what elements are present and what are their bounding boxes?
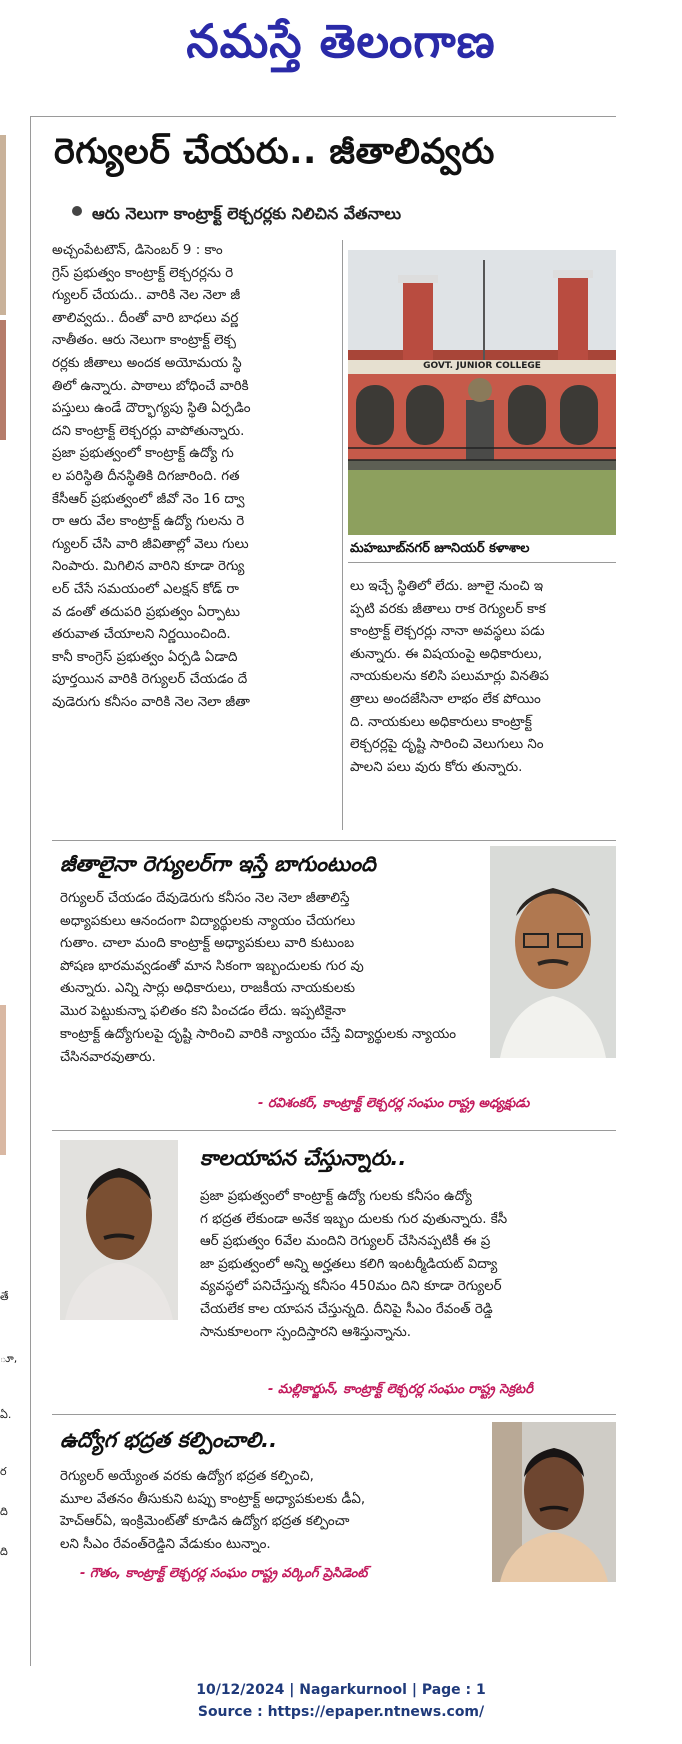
- section-heading: జీతాలైనా రెగ్యులర్‌గా ఇస్తే బాగుంటుంది: [60, 852, 376, 876]
- text-line: హెచ్‌ఆర్‌ఏ, ఇంక్రిమెంట్‌తో కూడిన ఉద్యోగ భద్రత కల్పించా: [60, 1514, 350, 1530]
- text-line: జా ప్రభుత్వంలో అన్ని అర్హతలు కలిగి ఇంటర్మీడియట్ విద్యా: [200, 1256, 498, 1272]
- edge-fragment: ర: [0, 1465, 7, 1478]
- section-byline: - గౌతం, కాంట్రాక్ట్ లెక్చరర్ల సంఘం రాష్ట్ర వర్కింగ్ ప్రెసిడెంట్: [80, 1566, 368, 1581]
- section-rule: [52, 1414, 616, 1415]
- column-divider: [342, 240, 343, 830]
- article-right-column: [350, 576, 616, 779]
- text-line: రెగ్యులర్ చేయడం దేవుడెరుగు కనీసం నెల నెలా జీతాలిస్తే: [60, 891, 350, 906]
- text-line: నాతీతం. ఆరు నెలుగా కాంట్రాక్ట్ లెక్చ: [52, 333, 236, 349]
- text-line: తున్నారు. ఎన్ని సార్లు అధికారులు, రాజకీయ నాయకులకు: [60, 981, 355, 997]
- section-rule: [52, 840, 616, 841]
- left-rule: [30, 116, 31, 1666]
- text-line: కేసీఆర్ ప్రభుత్వంలో జీవో నెం 16 ద్వా: [52, 491, 245, 507]
- text-line: తాలివ్వదు.. దీంతో వారి బాధలు వర్ణ: [52, 310, 239, 326]
- section-body-wide: [60, 1024, 616, 1069]
- text-line: లని సీఎం రేవంత్‌రెడ్డిని వేడుకుం టున్నాం.: [60, 1536, 271, 1552]
- text-line: అధ్యాపకులు ఆనందంగా విద్యార్థులకు న్యాయం చేయగలు: [60, 913, 356, 929]
- text-line: తిలో ఉన్నారు. పాఠాలు బోధించే వారికి: [52, 378, 249, 394]
- text-line: త్రాలు అందజేసినా లాభం లేక పోయిం: [350, 691, 541, 707]
- newspaper-masthead: నమస్తే తెలంగాణ: [186, 14, 496, 68]
- text-line: పూర్తయిన వారికి రెగ్యులర్ చేయడం దే: [52, 672, 248, 688]
- section-body: [60, 1466, 480, 1556]
- section-heading: కాలయాపన చేస్తున్నారు..: [200, 1146, 407, 1170]
- text-line: ఆర్ ప్రభుత్వం 6వేల మందిని రెగ్యులర్ చేసినప్పటికీ ఈ ప్ర: [200, 1234, 491, 1250]
- text-line: మొర పెట్టుకున్నా ఫలితం కని పించడం లేదు. ఇప్పటికైనా: [60, 1003, 346, 1019]
- text-line: దని కాంట్రాక్ట్ లెక్చరర్లు వాపోతున్నారు.: [52, 423, 245, 439]
- text-line: నాయకులను కలిసి పలుమార్లు వినతిప: [350, 669, 549, 685]
- text-line: ప్రజా ప్రభుత్వంలో కాంట్రాక్ట్ ఉద్యో గులకు కనీసం ఉద్యో: [200, 1189, 472, 1204]
- text-line: ప్పటి వరకు జీతాలు రాక రెగ్యులర్ కాక: [350, 601, 546, 617]
- text-line: లర్ చేసే సమయంలో ఎలక్షన్ కోడ్ రా: [52, 581, 239, 597]
- text-line: గ్యులర్ చేయదు.. వారికి నెల నెలా జీ: [52, 288, 241, 304]
- text-line: సానుకూలంగా స్పందిస్తారని ఆశిస్తున్నాను.: [200, 1324, 411, 1340]
- portrait-photo-mallikarjun: [60, 1140, 178, 1320]
- text-line: కానీ కాంగ్రెస్ ప్రభుత్వం ఏర్పడి ఏడాది: [52, 649, 238, 665]
- text-line: పాలని పలు వురు కోరు తున్నారు.: [350, 759, 523, 775]
- section-byline: - రవిశంకర్, కాంట్రాక్ట్ లెక్చరర్ల సంఘం రాష్ట్ర అధ్యక్షుడు: [258, 1096, 530, 1111]
- text-line: నింపారు. మిగిలిన వారిని కూడా రెగ్యు: [52, 559, 245, 575]
- footer-source: Source : https://epaper.ntnews.com/: [197, 1704, 485, 1720]
- footer-meta: 10/12/2024 | Nagarkurnool | Page : 1: [196, 1682, 486, 1698]
- text-line: కాంట్రాక్ట్ లెక్చరర్లు నానా అవస్థలు పడు: [350, 624, 545, 640]
- text-line: రర్లకు జీతాలు అందక అయోమయ స్థి: [52, 355, 242, 371]
- article-headline: రెగ్యులర్ చేయరు.. జీతాలివ్వరు: [54, 132, 495, 172]
- edge-fragment: తే: [0, 1290, 9, 1303]
- neighbour-photo-strip: [0, 135, 6, 315]
- caption-rule: [348, 562, 616, 563]
- section-body: [200, 1186, 616, 1344]
- article-left-column: [52, 240, 337, 714]
- section-heading: ఉద్యోగ భద్రత కల్పించాలి..: [60, 1428, 278, 1452]
- section-rule: [52, 1130, 616, 1131]
- text-line: తరువాత చేయాలని నిర్ణయించింది.: [52, 627, 231, 643]
- text-line: కాంట్రాక్ట్ ఉద్యోగులపై దృష్టి సారించి వారికి న్యాయం చేస్తే విద్యార్థులకు న్యాయం: [60, 1027, 457, 1042]
- text-line: ల పరిస్థితి దీనస్థితికి దిగజారింది. గత: [52, 468, 240, 484]
- text-line: ప్రజా ప్రభుత్వంలో కాంట్రాక్ట్ ఉద్యో గు: [52, 446, 234, 462]
- neighbour-photo-strip-2: [0, 320, 6, 440]
- text-line: గ్యులర్ చేసి వారి జీవితాల్లో వెలు గులు: [52, 536, 249, 552]
- text-line: అచ్చంపేటటౌన్, డిసెంబర్ 9 : కాం: [52, 243, 223, 258]
- text-line: గుతాం. చాలా మంది కాంట్రాక్ట్ అధ్యాపకులు వారి కుటుంబ: [60, 936, 355, 952]
- article-subheadline: ఆరు నెలుగా కాంట్రాక్ట్ లెక్చరర్లకు నిలిచిన వేతనాలు: [92, 204, 402, 223]
- text-line: రెగ్యులర్ అయ్యేంత వరకు ఉద్యోగ భద్రత కల్పించి,: [60, 1469, 314, 1484]
- edge-fragment: ూ,: [0, 1352, 18, 1365]
- text-line: వ డంతో తదుపరి ప్రభుత్వం ఏర్పాటు: [52, 604, 240, 620]
- text-line: వుడెరుగు కనీసం వారికి నెల నెలా జీతా: [52, 694, 250, 710]
- photo-caption: మహబూబ్‌నగర్ జూనియర్ కళాశాల: [350, 541, 530, 556]
- text-line: చేయలేక కాల యాపన చేస్తున్నది. దీనిపై సీఎం రేవంత్ రెడ్డి: [200, 1301, 493, 1317]
- edge-fragment: ఏ.: [0, 1408, 12, 1421]
- college-photo: [348, 250, 616, 535]
- section-byline: - మల్లికార్జున్, కాంట్రాక్ట్ లెక్చరర్ల సంఘం రాష్ట్ర సెక్రటరీ: [268, 1382, 533, 1397]
- neighbour-photo-strip-3: [0, 1005, 6, 1155]
- text-line: గ భద్రత లేకుండా అనేక ఇబ్బం దులకు గుర వుతున్నారు. కేసీ: [200, 1211, 508, 1227]
- text-line: గ్రెస్ ప్రభుత్వం కాంట్రాక్ట్ లెక్చరర్లను రె: [52, 265, 234, 281]
- text-line: రా ఆరు వేల కాంట్రాక్ట్ ఉద్యో గులను రె: [52, 514, 245, 530]
- text-line: తున్నారు. ఈ విషయంపై అధికారులు,: [350, 646, 543, 662]
- text-line: పస్తులు ఉండే దౌర్భాగ్యపు స్థితి ఏర్పడిం: [52, 401, 251, 417]
- text-line: మూల వేతనం తీసుకుని టప్పు కాంట్రాక్ట్ అధ్యాపకులకు డీఏ,: [60, 1491, 366, 1507]
- section-body: [60, 888, 476, 1024]
- text-line: లు ఇచ్చే స్థితిలో లేదు. జూలై నుంచి ఇ: [350, 579, 544, 594]
- text-line: ది. నాయకులు అధికారులు కాంట్రాక్ట్: [350, 714, 532, 730]
- text-line: చేసినవారవుతారు.: [60, 1049, 156, 1065]
- top-rule: [30, 116, 616, 117]
- college-signboard: GOVT. JUNIOR COLLEGE: [423, 361, 541, 371]
- text-line: పోషణ భారమవ్వడంతో మాన సికంగా ఇబ్బందులకు గుర వు: [60, 958, 364, 974]
- text-line: లెక్చరర్లపై దృష్టి సారించి వెలుగులు నిం: [350, 737, 544, 753]
- edge-fragment: ది: [0, 1505, 8, 1518]
- edge-fragment: ది: [0, 1545, 8, 1558]
- bullet-icon: [72, 206, 82, 216]
- text-line: వ్యవస్థలో పనిచేస్తున్న కనీసం 450మం దిని కూడా రెగ్యులర్: [200, 1279, 502, 1295]
- portrait-photo-gautam: [492, 1422, 616, 1582]
